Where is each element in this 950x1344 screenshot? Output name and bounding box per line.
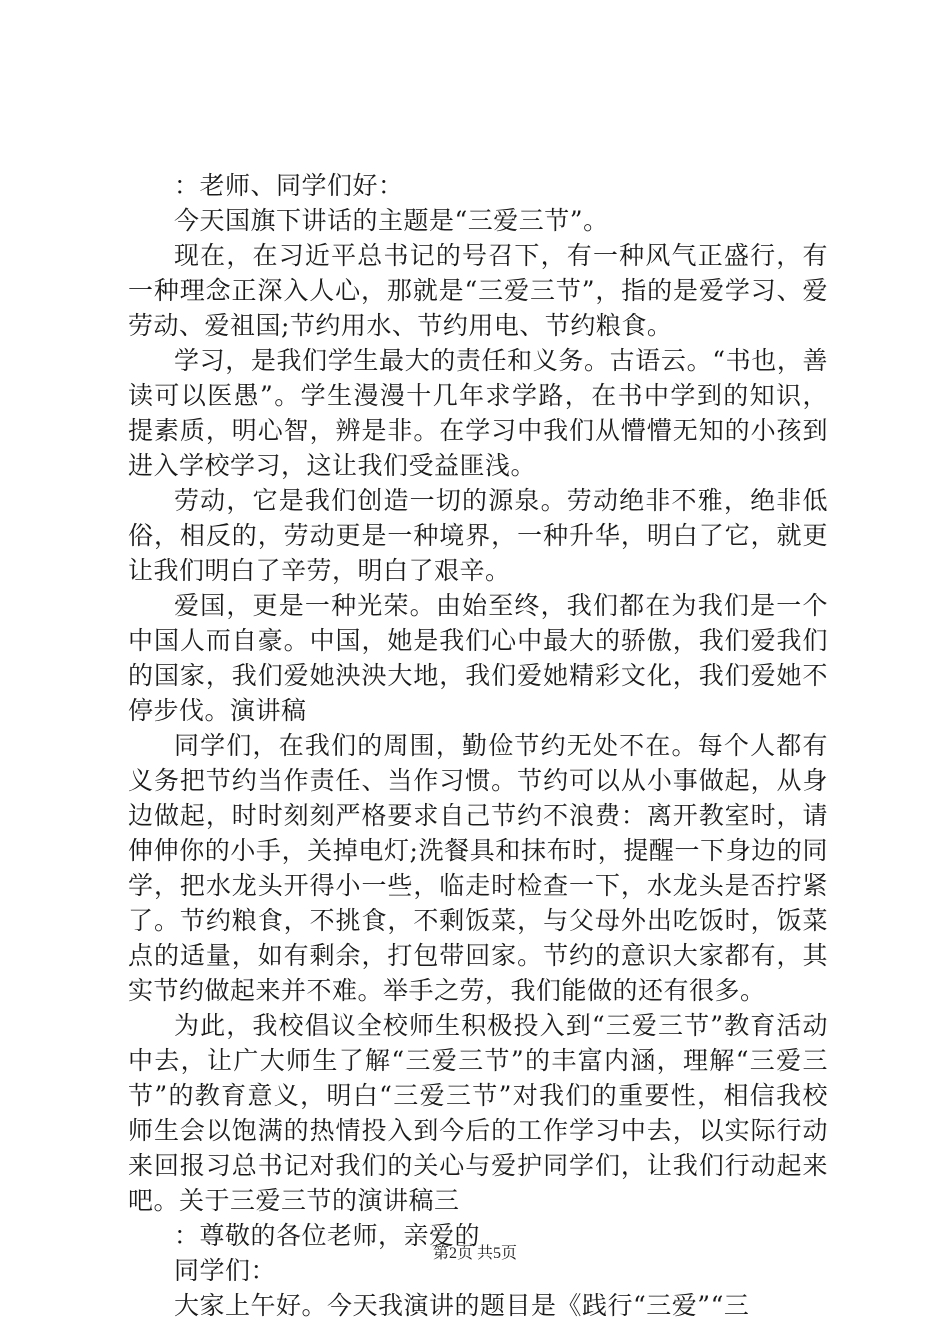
paragraph-thrift: 同学们，在我们的周围，勤俭节约无处不在。每个人都有义务把节约当作责任、当作习惯。节约可以从小事做起，从身边做起，时时刻刻严格要求自己节约不浪费：离开教室时，请伸伸你的小手，关掉电灯;洗餐具和抹布时，提醒一下身边的同学，把水龙头开得小一些，临走时检查一下，水龙头是否拧紧了。节约粮食，不挑食，不剩饭菜，与父母外出吃饭时，饭菜点的适量，如有剩余，打包带回家。节约的意识大家都有，其实节约做起来并不难。举手之劳，我们能做的还有很多。	[128, 731, 828, 1005]
paragraph-intro: 现在，在习近平总书记的号召下，有一种风气正盛行，有一种理念正深入人心，那就是“三爱三节”，指的是爱学习、爱劳动、爱祖国;节约用水、节约用电、节约粮食。	[128, 241, 828, 340]
speech-body	[128, 168, 828, 1323]
topic-line: 今天国旗下讲话的主题是“三爱三节”。	[174, 206, 609, 235]
paragraph-opening: 大家上午好。今天我演讲的题目是《践行“三爱”“三	[174, 1291, 750, 1320]
paragraph-labor: 劳动，它是我们创造一切的源泉。劳动绝非不雅，绝非低俗，相反的，劳动更是一种境界，一种升华，明白了它，就更让我们明白了辛劳，明白了艰辛。	[128, 486, 828, 585]
greeting-line: ：老师、同学们好：	[174, 171, 404, 200]
salutation-continued: 同学们：	[174, 1256, 277, 1285]
page-number-footer: 第2页 共5页	[432, 1245, 517, 1262]
paragraph-patriotism: 爱国，更是一种光荣。由始至终，我们都在为我们是一个中国人而自豪。中国，她是我们心中最大的骄傲，我们爱我们的国家，我们爱她泱泱大地，我们爱她精彩文化，我们爱她不停步伐。演讲稿	[128, 591, 828, 725]
paragraph-initiative: 为此，我校倡议全校师生积极投入到“三爱三节”教育活动中去，让广大师生了解“三爱三节”的丰富内涵，理解“三爱三节”的教育意义，明白“三爱三节”对我们的重要性，相信我校师生会以饱满的热情投入到今后的工作学习中去，以实际行动来回报习总书记对我们的关心与爱护同学们，让我们行动起来吧。关于三爱三节的演讲稿三	[128, 1011, 828, 1215]
paragraph-study: 学习，是我们学生最大的责任和义务。古语云。“书也，善读可以医愚”。学生漫漫十几年求学路，在书中学到的知识，提素质，明心智，辨是非。在学习中我们从懵懵无知的小孩到进入学校学习，这让我们受益匪浅。	[128, 346, 828, 480]
salutation-line: ：尊敬的各位老师，亲爱的	[174, 1221, 481, 1250]
